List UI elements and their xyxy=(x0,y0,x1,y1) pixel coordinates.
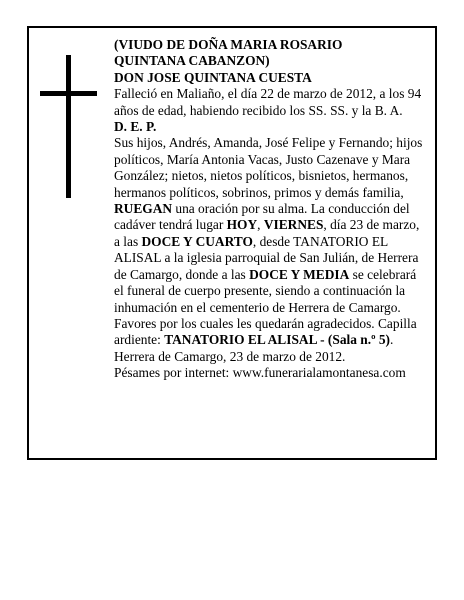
ruegan-word: RUEGAN xyxy=(114,201,173,217)
cross-icon-bar xyxy=(40,91,97,96)
family-paragraph: Sus hijos, Andrés, Amanda, José Felipe y Fernando; hijos políticos, María Antonia Vacas, Justo Cazenave y Mara González; nietos, nietos políticos, bisnietos, hermanos, hermanos políticos, sobrinos, primos y demás familia, xyxy=(114,135,423,200)
obituary-text xyxy=(114,37,426,382)
hoy-word: HOY xyxy=(226,217,258,233)
request-text-1: una oración por su alma. La conducción del cadáver tendrá lugar xyxy=(114,201,410,233)
request-text-6: . xyxy=(390,332,394,348)
request-text-4: , desde TANATORIO EL ALISAL a la iglesia parroquial de San Julián, de Herrera de Camargo, donde a las xyxy=(114,233,419,282)
request-paragraph xyxy=(114,201,426,349)
request-text-2: , xyxy=(257,217,264,233)
request-text-3: , día 23 de marzo, a las xyxy=(114,217,420,249)
dep-line: D. E. P. xyxy=(114,119,157,135)
cross-icon xyxy=(66,55,71,198)
chapel-name: TANATORIO EL ALISAL - (Sala n.º 5) xyxy=(164,332,390,348)
widow-line-1: (VIUDO DE DOÑA MARIA ROSARIO xyxy=(114,37,343,52)
widow-line-2: QUINTANA CABANZON) xyxy=(114,53,270,69)
deceased-name: DON JOSE QUINTANA CUESTA xyxy=(114,69,312,85)
place-date: Herrera de Camargo, 23 de marzo de 2012. xyxy=(114,348,346,364)
condolences-line: Pésames por internet: www.funerarialamontanesa.com xyxy=(114,365,406,381)
death-info: Falleció en Maliaño, el día 22 de marzo de 2012, a los 94 años de edad, habiendo recibido los SS. SS. y la B. A. xyxy=(114,86,422,118)
funeral-time: DOCE Y MEDIA xyxy=(249,266,350,282)
viernes-word: VIERNES xyxy=(263,217,324,233)
departure-time: DOCE Y CUARTO xyxy=(141,233,253,249)
request-text-5: se celebrará el funeral de cuerpo presente, siendo a continuación la inhumación en el cementerio de Herrera de Camargo. Favores por los cuales les quedarán agradecidos. Capilla ardiente: xyxy=(114,266,417,348)
